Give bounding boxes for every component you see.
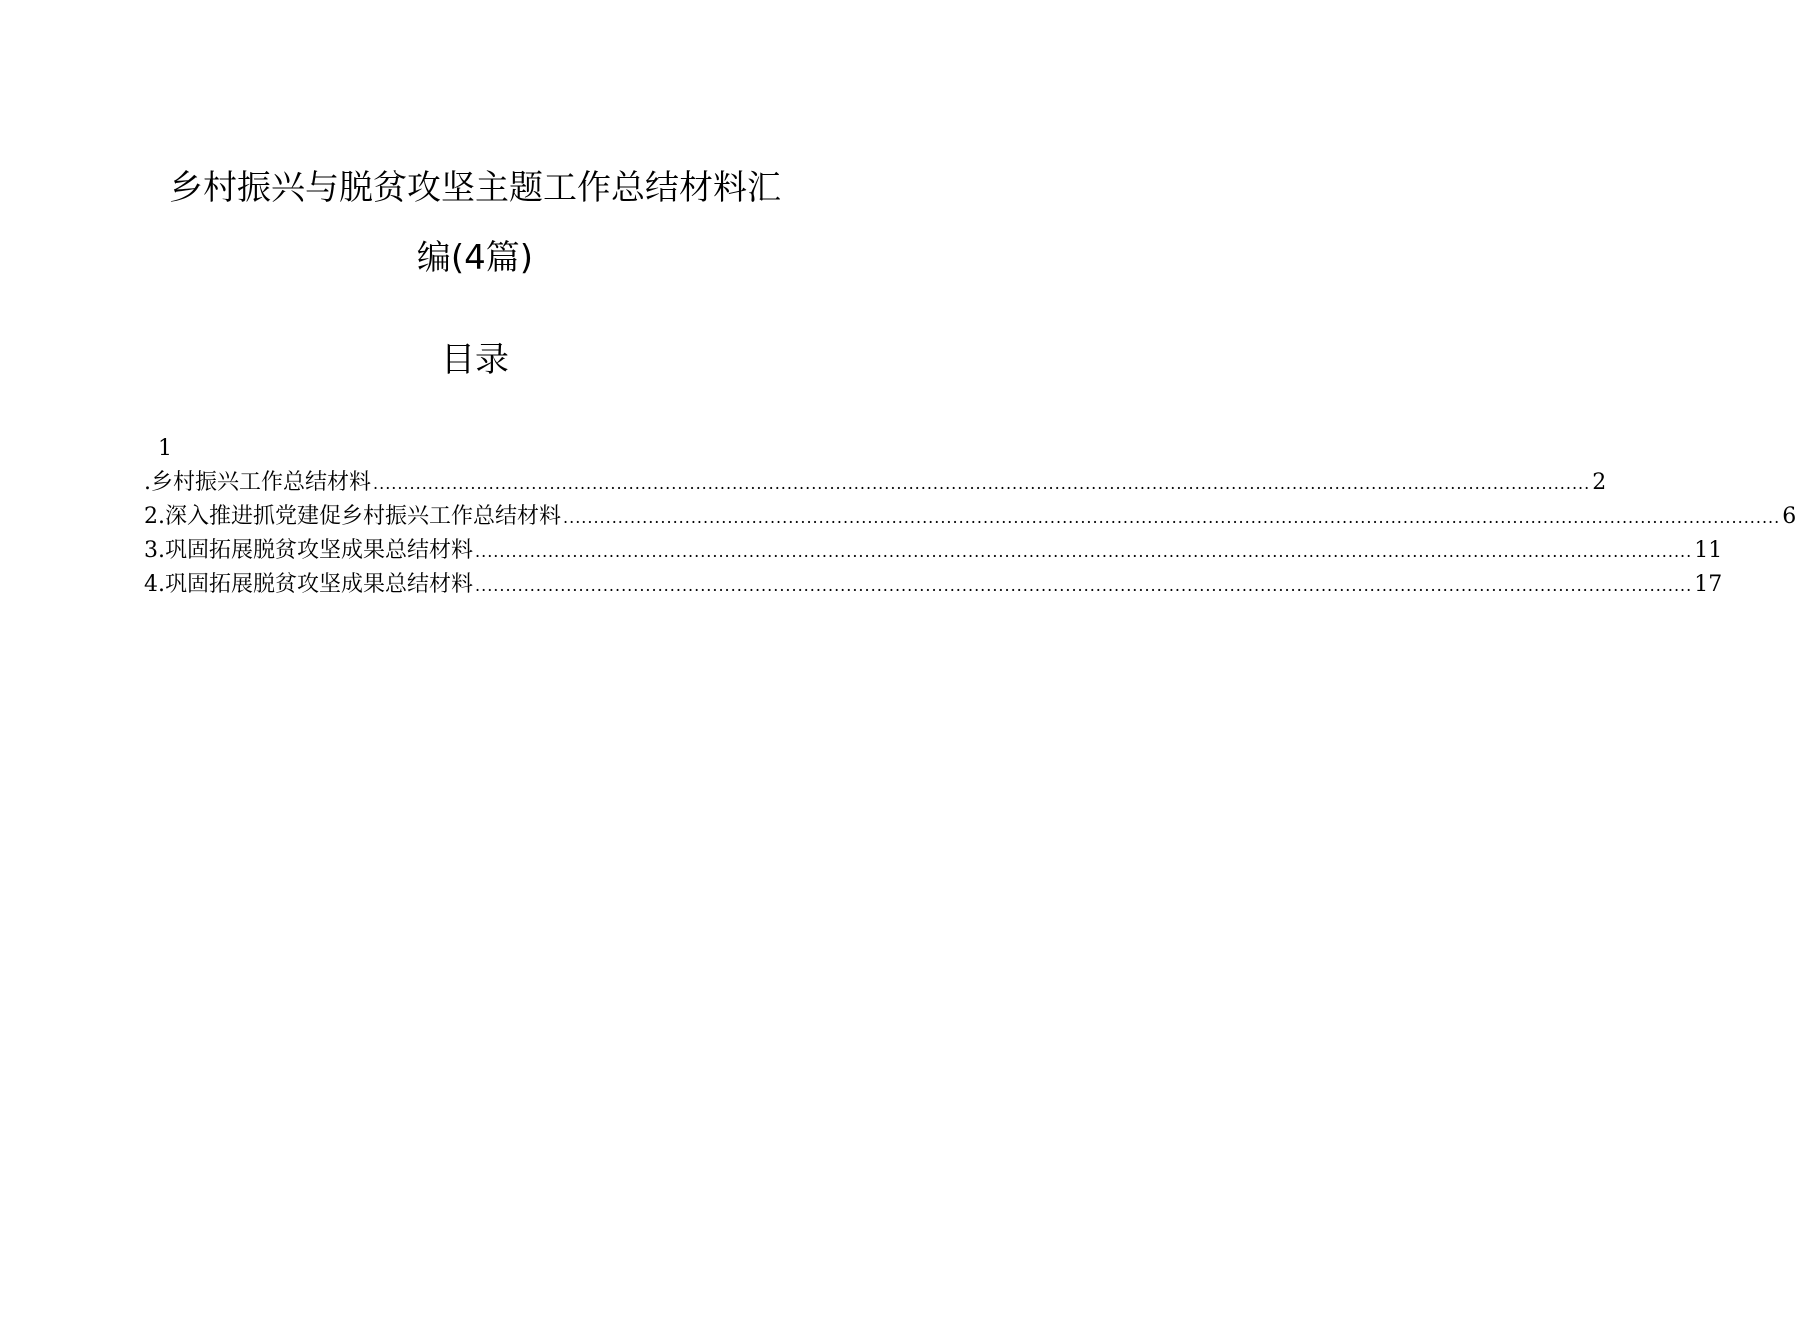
toc-entry-number: 3. xyxy=(144,538,165,563)
toc-entry-page: 6 xyxy=(1782,504,1796,529)
document-title-line-1: 乡村振兴与脱贫攻坚主题工作总结材料汇 xyxy=(169,168,781,208)
toc-leader-dots: ........................................................................................................................................................................................................ xyxy=(475,576,1693,595)
toc-entry-title: 巩固拓展脱贫攻坚成果总结材料 xyxy=(165,572,474,597)
toc-leader-dots: ........................................................................................................................................................................................................ xyxy=(563,508,1781,527)
toc-entry-page: 17 xyxy=(1694,572,1723,597)
table-of-contents xyxy=(144,432,1796,602)
toc-entry-number: 2. xyxy=(144,504,165,529)
toc-entry[interactable] xyxy=(144,500,1796,534)
toc-entry-title: 深入推进抓党建促乡村振兴工作总结材料 xyxy=(165,504,562,529)
toc-entry-title: 巩固拓展脱贫攻坚成果总结材料 xyxy=(165,538,474,563)
toc-entry[interactable] xyxy=(144,568,1723,602)
toc-heading: 目录 xyxy=(441,340,509,380)
toc-entry-page: 2 xyxy=(1592,470,1607,495)
toc-first-number: 1 xyxy=(158,436,172,461)
toc-entry-title: 乡村振兴工作总结材料 xyxy=(151,470,372,495)
toc-leader-dots: ........................................................................................................................................................................................................ xyxy=(475,542,1693,561)
toc-entry[interactable] xyxy=(144,534,1723,568)
toc-entry[interactable] xyxy=(144,466,1607,500)
document-title-line-2: 编(4篇) xyxy=(416,238,534,278)
toc-entry-number: . xyxy=(144,470,151,495)
toc-entry-page: 11 xyxy=(1694,538,1723,563)
toc-leader-dots: ........................................................................................................................................................................................................ xyxy=(373,474,1591,493)
toc-entry-number: 4. xyxy=(144,572,165,597)
